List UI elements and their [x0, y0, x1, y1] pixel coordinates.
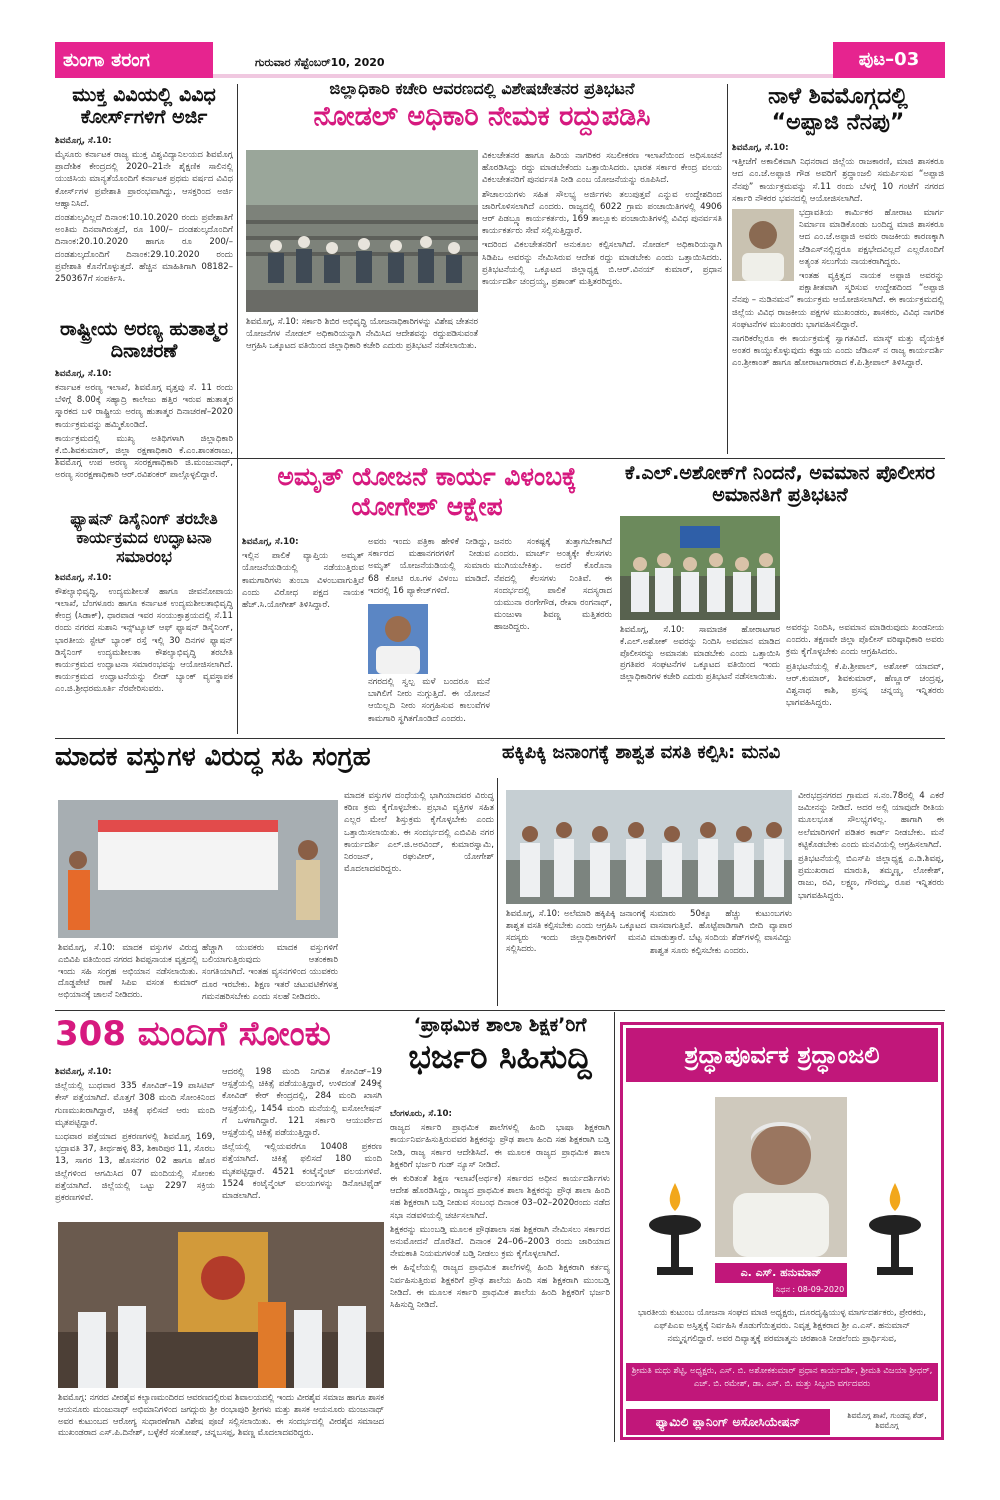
article-body — [222, 1066, 382, 1216]
article-paragraph: ಶೌಚಾಲಯಗಳು ಸಹಿತ ಸೌಲಭ್ಯ ಅರ್ಜಿಗಳು ತಲುಪುತ್ತವೆ ಎನ್ನುವ ಉದ್ದೇಶದಿಂದ ಜಾರಿಗೊಳಿಸಲಾಗಿದೆ ಎಂದರು. ರಾಜ್ಯದಲ್ಲಿ 6022 ಗ್ರಾಮ ಪಂಚಾಯಿತಿಗಳಲ್ಲಿ 4906 ಆರ್ ಪಿಡಬ್ಲ್ಯೂ ಕಾರ್ಯಕರ್ತರು, 169 ತಾಲ್ಲೂಕು ಪಂಚಾಯಿತಿಗಳಲ್ಲಿ ವಿವಿಧ ಪುನರ್ವಸತಿ ಕಾರ್ಯಕರ್ತರು ಸೇವೆ ಸಲ್ಲಿಸುತ್ತಿದ್ದಾರೆ. — [482, 189, 722, 237]
column-rule — [237, 84, 238, 734]
article-paragraph: ಈ ಕುರಿತಂತೆ ಶಿಕ್ಷಣ ಇಲಾಖೆ(ಅರ್ಥಕ) ಸರ್ಕಾರದ ಅಧೀನ ಕಾರ್ಯದರ್ಶಿಗಳು ಆದೇಶ ಹೊರಡಿಸಿದ್ದು, ರಾಜ್ಯದ ಪ್ರಾಥಮಿಕ ಶಾಲಾ ಶಿಕ್ಷಕರನ್ನು ಪ್ರೌಢ ಶಾಲಾ ಹಿಂದಿ ಸಹ ಶಿಕ್ಷಕರಾಗಿ ಬಡ್ತಿ ನೀಡುವ ಸಂಬಂಧ ದಿನಾಂಕ 03–02–2020ರಂದು ನಡೆದ ಸಭಾ ನಡವಳಿಯಲ್ಲಿ ಚರ್ಚಿಸಲಾಗಿದೆ. — [390, 1174, 610, 1221]
article-paragraph: ಅವರು ಇಂದು ಪತ್ರಿಕಾ ಹೇಳಿಕೆ ನೀಡಿದ್ದು, ಸರ್ಕಾರದ ಮಹಾನಗರಗಳಿಗೆ ನೀಡುವ ಅಮೃತ್ ಯೋಜನೆಯಡಿಯಲ್ಲಿ ಸುಮಾರು 68 ಕೋಟಿ ರೂ.ಗಳ ವಿಳಂಬ ಮಾಡಿದೆ. ಇದರಲ್ಲಿ 16 ಪ್ಯಾಕೇಜ್‌ಗಳಿದೆ. — [368, 537, 490, 596]
article-paragraph: ಪ್ರತಿಭಟನೆಯಲ್ಲಿ ಕೆ.ಪಿ.ಶ್ರೀಪಾಲ್, ಅಶೋಕ್ ಯಾದವ್, ಆರ್.ಕುಮಾರ್, ಶಿವಕುಮಾರ್, ಹೆಣ್ಣೂರ್ ಚಂದ್ರಪ್ಪ, ವಿಶ್ವನಾಥ ಕಾಶಿ, ಪ್ರಸನ್ನ ಚನ್ನಯ್ಯ ಇನ್ನಿತರರು ಭಾಗವಹಿಸಿದ್ದರು. — [786, 661, 944, 709]
article-body — [786, 622, 944, 734]
issue-date: ಗುರುವಾರ ಸೆಪ್ಟೆಂಬರ್10, 2020 — [255, 56, 385, 69]
article-paragraph: ಹೆಚ್ಚಾಗಿ ಯುವಕರು ಮಾದಕ ವಸ್ತುಗಳಿಗೆ ಬಲಿಯಾಗುತ್ತಿರುವುದು ಆತಂಕಕಾರಿ ಸಂಗತಿಯಾಗಿದೆ. ಇಂತಹ ವ್ಯಸನಗಳಿಂದ ಯುವಕರು ದೂರ ಇರಬೇಕು. ಶಿಕ್ಷಣ ಇತರೆ ಚಟುವಟಿಕೆಗಳತ್ತ ಗಮನಹರಿಸಬೇಕು ಎಂದು ಸಲಹೆ ನೀಡಿದರು. — [202, 943, 338, 1002]
article-teachers — [390, 1014, 610, 1104]
article-paragraph: ಜಿಲ್ಲೆಯಲ್ಲಿ ಇಲ್ಲಿಯವರೆಗೂ 10408 ಪ್ರಕರಣ ಪತ್ತೆಯಾಗಿದೆ. ಚಿಕಿತ್ಸೆ ಫಲಿಸದೆ 180 ಮಂದಿ ಮೃತಪಟ್ಟಿದ್ದಾರೆ. 4521 ಕಂಟೈನ್ಮೆಂಟ್ ವಲಯಗಳಿವೆ. 1524 ಕಂಟೈನ್ಮೆಂಟ್ ವಲಯಗಳನ್ನು ಡಿನೋಟಿಫೈಡ್ ಮಾಡಲಾಗಿದೆ. — [222, 1142, 382, 1202]
article-dateline: ಬೆಂಗಳೂರು, ಸೆ.10: — [390, 1109, 452, 1119]
article-dateline: ಶಿವಮೊಗ್ಗ, ಸೆ.10: — [242, 537, 299, 547]
drugs-photo — [58, 800, 338, 938]
article-headline: ಫ್ಯಾಷನ್ ಡಿಸೈನಿಂಗ್ ತರಬೇತಿ ಕಾರ್ಯಕ್ರಮದ ಉದ್ಘಾಟನಾ ಸಮಾರಂಭ — [70, 510, 218, 566]
article-forest-martyrs — [55, 318, 233, 504]
article-paragraph: ಕೌಶಲ್ಯಾಭಿವೃದ್ಧಿ, ಉದ್ಯಮಶೀಲತೆ ಹಾಗೂ ಜೀವನೋಪಾಯ ಇಲಾಖೆ, ಬೆಂಗಳೂರು ಹಾಗೂ ಕರ್ನಾಟಕ ಉದ್ಯಮಶೀಲತಾಭಿವೃದ್ಧಿ ಕೇಂದ್ರ (ಸಿಡಾಕ್), ಧಾರವಾಡ ಇವರ ಸಂಯುಕ್ತಾಶ್ರಯದಲ್ಲಿ ಸೆ.11 ರಂದು ನಗರದ ಸುಶಾನಿ ಇನ್ಸ್‌ಟ್ಯೂಟ್ ಆಫ್ ಫ್ಯಾಷನ್ ಡಿಸೈನಿಂಗ್, ಭಾರತೀಯ ಸ್ಟೇಟ್ ಬ್ಯಾಂಕ್ ರಸ್ತೆ ಇಲ್ಲಿ 30 ದಿನಗಳ ಫ್ಯಾಷನ್ ಡಿಸೈನಿಂಗ್ ಉದ್ಯಮಶೀಲತಾ ಕೌಶಲ್ಯಾಭಿವೃದ್ಧಿ ತರಬೇತಿ ಕಾರ್ಯಕ್ರಮದ ಉದ್ಘಾಟನಾ ಸಮಾರಂಭವನ್ನು ಆಯೋಜಿಸಲಾಗಿದೆ. ಕಾರ್ಯಕ್ರಮದ ಉದ್ಘಾಟನೆಯನ್ನು ಲೀಡ್ ಬ್ಯಾಂಕ್ ವ್ಯವಸ್ಥಾಪಕ ಎಂ.ಜಿ.ಶ್ರೀಧರಮೂರ್ತಿ ನೆರವೇರಿಸುವರು. — [55, 586, 233, 695]
article-dateline: ಶಿವಮೊಗ್ಗ, ಸೆ.10: — [732, 142, 789, 153]
masthead — [55, 42, 945, 78]
article-headline: ನಾಳೆ ಶಿವಮೊಗ್ಗದಲ್ಲಿ “ಅಪ್ಪಾಜಿ ನೆನಪು” — [768, 84, 908, 135]
article-paragraph: ಜನರು ಸಂಕಷ್ಟಕ್ಕೆ ತುತ್ತಾಗಬೇಕಾಗಿದೆ ಎಂದರು. ಮಾರ್ಚ್ ಅಂತ್ಯಕ್ಕೇ ಕೆಲಸಗಳು ಮುಗಿಯಬೇಕಿತ್ತು. ಅದರೆ ಕೊರೊನಾ ನೆಪದಲ್ಲಿ ಕೆಲಸಗಳು ನಿಂತಿವೆ. ಈ ಸಂದರ್ಭದಲ್ಲಿ ಪಾಲಿಕೆ ಸದಸ್ಯರಾದ ಯಮುನಾ ರಂಗೇಗೌಡ, ರೇಖಾ ರಂಗನಾಥ್, ಮಂಜುಳಾ ಶಿವಣ್ಣ ಮತ್ತಿತರರು ಹಾಜರಿದ್ದರು. — [494, 537, 612, 633]
article-drugs — [55, 742, 495, 784]
obituary-ad — [620, 1022, 944, 1440]
article-paragraph: ಆದರಲ್ಲಿ 198 ಮಂದಿ ನಿಗದಿತ ಕೋವಿಡ್–19 ಆಸ್ಪತ್ರೆಯಲ್ಲಿ ಚಿಕಿತ್ಸೆ ಪಡೆಯುತ್ತಿದ್ದಾರೆ, ಉಳಿದಂತೆ 249ಕ್ಕೆ ಕೋವಿಡ್ ಕೇರ್ ಕೇಂದ್ರದಲ್ಲಿ, 284 ಮಂದಿ ಖಾಸಗಿ ಆಸ್ಪತ್ರೆಯಲ್ಲಿ, 1454 ಮಂದಿ ಮನೆಯಲ್ಲಿ ಐಸೋಲೇಷನ್ ಗೆ ಒಳಗಾಗಿದ್ದಾರೆ. 121 ಸರ್ಕಾರಿ ಆಯುರ್ವೇದ ಆಸ್ಪತ್ರೆಯಲ್ಲಿ ಚಿಕಿತ್ಸೆ ಪಡೆಯುತ್ತಿದ್ದಾರೆ. — [222, 1067, 382, 1139]
article-paragraph: ಪ್ರತಿಭಟನೆಯಲ್ಲಿ ಬಿಎಸ್‌ಪಿ ಜಿಲ್ಲಾಧ್ಯಕ್ಷ ಎ.ಡಿ.ಶಿವಪ್ಪ, ಪ್ರಮುಖರಾದ ಮಾರುತಿ, ತಮ್ಮಣ್ಣ, ಲೋಕೇಶ್, ರಾಜು, ರವಿ, ಲಕ್ಷ್ಮಣ, ಗೌರಮ್ಮ, ರೂಪ ಇನ್ನಿತರರು ಭಾಗವಹಿಸಿದ್ದರು. — [798, 854, 944, 901]
appaji-portrait — [732, 209, 794, 281]
article-body — [368, 536, 490, 602]
ad-family: ಶ್ರೀಮತಿ ಮಧು ಶೆಟ್ಟಿ, ಅಧ್ಯಕ್ಷರು, ಎಸ್. ಬಿ. ಅಶೋಕಕುಮಾರ್ ಪ್ರಧಾನ ಕಾರ್ಯದರ್ಶಿ, ಶ್ರೀಮತಿ ವಿಜಯಾ ಶ್ರೀಧರ್, ಎಚ್. ಬಿ. ರಮೇಶ್, ಡಾ. ಎಸ್. ಬಿ. ಮತ್ತು ಸಿಬ್ಬಂದಿ ವರ್ಗದವರು — [626, 1363, 938, 1401]
article-body — [482, 150, 722, 452]
article-headline: ರಾಷ್ಟ್ರೀಯ ಅರಣ್ಯ ಹುತಾತ್ಮರ ದಿನಾಚರಣೆ — [59, 318, 229, 363]
article-headline: 308 ಮಂದಿಗೆ ಸೋಂಕು — [55, 1014, 331, 1054]
article-body — [55, 572, 233, 696]
article-paragraph: ನಾಗರಿಕರೆಲ್ಲರೂ ಈ ಕಾರ್ಯಕ್ರಮಕ್ಕೆ ಸ್ವಾಗತವಿದೆ. ಮಾಸ್ಕ್ ಮತ್ತು ವೈಯಕ್ತಿಕ ಅಂತರ ಕಾಯ್ದುಕೊಳ್ಳುವುದು ಕಡ್ಡಾಯ ಎಂದು ಜೆಡಿಎಸ್ ನ ರಾಜ್ಯ ಕಾರ್ಯದರ್ಶಿ ಎಂ.ಶ್ರೀಕಾಂತ್ ಹಾಗೂ ಹೋರಾಟಗಾರರಾದ ಕೆ.ಪಿ.ಶ್ರೀಪಾಲ್ ತಿಳಿಸಿದ್ದಾರೆ. — [732, 333, 944, 369]
ad-title: ಶ್ರದ್ಧಾಪೂರ್ವಕ ಶ್ರದ್ಧಾಂಜಲಿ — [626, 1028, 938, 1082]
deceased-name: ಎ. ಎಸ್. ಹನುಮಾನ್ — [715, 1263, 847, 1283]
article-paragraph: ದಂಡಶುಲ್ಕವಿಲ್ಲದೆ ದಿನಾಂಕ:10.10.2020 ರಂದು ಪ್ರವೇಶಾತಿಗೆ ಅಂತಿಮ ದಿನವಾಗಿರುತ್ತದೆ, ರೂ 100/– ದಂಡಶುಲ್ಕದೊಂದಿಗೆ ದಿನಾಂಕ:20.10.2020 ಹಾಗೂ ರೂ 200/– ದಂಡಶುಲ್ಕದೊಂದಿಗೆ ದಿನಾಂಕ:29.10.2020 ರಂದು ಪ್ರವೇಶಾತಿ ಕೊನೆಗೊಳ್ಳುತ್ತದೆ. ಹೆಚ್ಚಿನ ಮಾಹಿತಿಗಾಗಿ 08182–250367ಗೆ ಸಂಪರ್ಕಿಸಿ. — [55, 213, 233, 285]
article-paragraph: ನಗರದಲ್ಲಿ ಸ್ವಲ್ಪ ಮಳೆ ಬಂದರೂ ಮನೆ ಬಾಗಿಲಿಗೆ ನೀರು ನುಗ್ಗುತ್ತಿದೆ. ಈ ಯೋಜನೆ ಆಯಿಲ್ಲದಿ ನೀರು ಸಂಗ್ರಹಿಸುವ ಕಾಲುವೆಗಳ ಕಾಮಗಾರಿ ಸ್ಥಗಿತಗೊಂಡಿದೆ ಎಂದರು. — [368, 677, 490, 724]
article-paragraph: ರಾಜ್ಯದ ಸರ್ಕಾರಿ ಪ್ರಾಥಮಿಕ ಶಾಲೆಗಳಲ್ಲಿ ಹಿಂದಿ ಭಾಷಾ ಶಿಕ್ಷಕರಾಗಿ ಕಾರ್ಯನಿರ್ವಹಿಸುತ್ತಿರುವವರ ಶಿಕ್ಷಕರನ್ನು ಪ್ರೌಢ ಶಾಲಾ ಹಿಂದಿ ಸಹ ಶಿಕ್ಷಕರಾಗಿ ಬಡ್ತಿ ನೀಡಿ, ರಾಜ್ಯ ಸರ್ಕಾರ ಆದೇಶಿಸಿದೆ. ಈ ಮೂಲಕ ರಾಜ್ಯದ ಪ್ರಾಥಮಿಕ ಶಾಲಾ ಶಿಕ್ಷಕರಿಗೆ ಭರ್ಜರಿ ಗುಡ್ ನ್ಯೂಸ್ ನೀಡಿದೆ. — [390, 1123, 610, 1170]
drugs-caption: ಶಿವಮೊಗ್ಗ, ಸೆ.10: ಮಾದಕ ವಸ್ತುಗಳ ವಿರುದ್ಧ ಎಬಿವಿಪಿ ವತಿಯಿಂದ ನಗರದ ಶಿವಪ್ಪನಾಯಕ ವೃತ್ತದಲ್ಲಿ ಇಂದು ಸಹಿ ಸಂಗ್ರಹ ಅಭಿಯಾನ ನಡೆಸಲಾಯಿತು. ದೊಡ್ಡಪೇಟೆ ಠಾಣೆ ಸಿಪಿಐ ವಸಂತ ಕುಮಾರ್ ಅಭಿಯಾನಕ್ಕೆ ಚಾಲನೆ ನೀಡಿದರು. — [58, 942, 198, 1000]
article-headline: ಮುಕ್ತ ವಿವಿಯಲ್ಲಿ ವಿವಿಧ ಕೋರ್ಸ್‌ಗಳಿಗೆ ಅರ್ಜಿ — [72, 84, 216, 129]
column-rule — [614, 1012, 615, 1442]
article-body — [55, 135, 233, 285]
article-paragraph: ಸುಮಾರು 50ಕ್ಕೂ ಹೆಚ್ಚು ಕುಟುಂಬಗಳು ವಾಸವಾಗುತ್ತಿವೆ. ಹೊಟ್ಟೆಪಾಡಿಗಾಗಿ ಬೀದಿ ವ್ಯಾಪಾರ ಮಾಡುತ್ತಾರೆ. ಬೆಟ್ಟ ಸಂದಿಯ ಶೆಡ್‌ಗಳಲ್ಲಿ ವಾಸವಿದ್ದು ಶಾಶ್ವತ ಸೂರು ಕಲ್ಪಿಸಬೇಕು ಎಂದರು. — [650, 909, 792, 956]
portrait-image — [715, 1097, 847, 1257]
article-paragraph: ಇತ್ತೀಚೆಗೆ ಅಕಾಲಿಕವಾಗಿ ನಿಧನರಾದ ಜಿಲ್ಲೆಯ ರಾಜಕಾರಣಿ, ಮಾಜಿ ಶಾಸಕರೂ ಆದ ಎಂ.ಜೆ.ಅಪ್ಪಾಜಿ ಗೌಡ ಅವರಿಗೆ ಶ್ರದ್ಧಾಂಜಲಿ ಸಮರ್ಪಿಸುವ “ಅಪ್ಪಾಜಿ ನೆನಪು” ಕಾರ್ಯಕ್ರಮವನ್ನು ಸೆ.11 ರಂದು ಬೆಳಗ್ಗೆ 10 ಗಂಟೆಗೆ ನಗರದ ಸರ್ಕಾರಿ ನೌಕರರ ಭವನದಲ್ಲಿ ಆಯೋಜಿಸಲಾಗಿದೆ. — [732, 157, 944, 204]
row-rule — [55, 738, 945, 739]
article-body — [798, 790, 944, 1008]
article-dateline: ಶಿವಮೊಗ್ಗ, ಸೆ.10: — [55, 135, 112, 146]
protest-photo — [246, 150, 478, 312]
oil-lamp-icon — [863, 1175, 927, 1285]
oil-lamp-icon — [643, 1175, 707, 1285]
portrait-image — [368, 604, 428, 674]
death-date: ನಿಧನ : 08-09-2020 — [773, 1283, 847, 1297]
article-headline: ಅಮೃತ್ ಯೋಜನೆ ಕಾರ್ಯ ವಿಳಂಬಕ್ಕೆ ಯೋಗೇಶ್ ಆಕ್ಷೇಪ — [277, 462, 577, 521]
article-appaji — [732, 84, 944, 452]
article-body — [390, 1108, 610, 1442]
yogesh-portrait — [368, 604, 428, 674]
article-body — [344, 790, 494, 1008]
ashok-protest-photo — [620, 516, 780, 620]
article-body — [650, 908, 792, 1008]
article-paragraph: ಅವರನ್ನು ನಿಂದಿಸಿ, ಅವಮಾನ ಮಾಡಿರುವುದು ಖಂಡನೀಯ ಎಂದರು. ತಕ್ಷಣವೇ ಜಿಲ್ಲಾ ಪೊಲೀಸ್ ವರಿಷ್ಠಾಧಿಕಾರಿ ಅವರು ಕ್ರಮ ಕೈಗೊಳ್ಳಬೇಕು ಎಂದು ಆಗ್ರಹಿಸಿದರು. — [786, 623, 944, 658]
article-paragraph: ಕಾರ್ಯಕ್ರಮದಲ್ಲಿ ಮುಖ್ಯ ಅತಿಥಿಗಳಾಗಿ ಜಿಲ್ಲಾಧಿಕಾರಿ ಕೆ.ಬಿ.ಶಿವಕುಮಾರ್, ಜಿಲ್ಲಾ ರಕ್ಷಣಾಧಿಕಾರಿ ಕೆ.ಎಂ.ಶಾಂತರಾಜು, ಶಿವಮೊಗ್ಗ ಉಪ ಅರಣ್ಯ ಸಂರಕ್ಷಣಾಧಿಕಾರಿ ಜಿ.ಮಂಜುನಾಥ್, ಅರಣ್ಯ ಸಂರಕ್ಷಣಾಧಿಕಾರಿ ಆರ್.ರವಿಶಂಕರ್ ಪಾಲ್ಗೊಳ್ಳಲಿದ್ದಾರೆ. — [55, 433, 233, 481]
protest-photo-image — [246, 150, 478, 312]
article-fashion — [55, 510, 233, 736]
article-open-univ — [55, 84, 233, 310]
article-body — [55, 368, 233, 482]
article-body — [242, 536, 364, 734]
group-photo-image — [506, 790, 792, 904]
article-kicker: ‘ಪ್ರಾಥಮಿಕ ಶಾಲಾ ಶಿಕ್ಷಕ’ರಿಗೆ — [413, 1014, 587, 1036]
article-body — [368, 676, 490, 734]
signature-drive-image — [58, 800, 338, 938]
ad-footer: ಫ್ಯಾಮಿಲಿ ಪ್ಲಾನಿಂಗ್ ಅಸೋಸಿಯೇಷನ್ — [626, 1409, 830, 1435]
ad-footer-address: ಶಿವಮೊಗ್ಗ ಶಾಖೆ, ಗುಂಡಪ್ಪ ಶೆಡ್, ಶಿವಮೊಗ್ಗ — [847, 1411, 927, 1430]
portrait-image — [732, 209, 794, 281]
article-paragraph: ಭದ್ರಾವತಿಯ ಕಾರ್ಮಿಕರ ಹೋರಾಟ ಮಾರ್ಗ ನಿರ್ಮಾಣ ಮಾಡಿಕೊಂಡು ಬಂದಿದ್ದ ಮಾಜಿ ಶಾಸಕರೂ ಆದ ಎಂ.ಜೆ.ಅಪ್ಪಾಜಿ ಅವರು ರಾಜಕೀಯ ಕಾರಣಕ್ಕಾಗಿ ಜೆಡಿಎಸ್‌ನಲ್ಲಿದ್ದರೂ ಪಕ್ಷಭೇದವಿಲ್ಲದೆ ಎಲ್ಲರೊಂದಿಗೆ ಅತ್ಯಂತ ಸಲುಗೆಯ ನಾಯಕರಾಗಿದ್ದರು. — [799, 207, 944, 267]
column-rule — [497, 778, 498, 1006]
temple-caption: ಶಿವಮೊಗ್ಗ: ನಗರದ ವೀರಶೈವ ಕಲ್ಯಾಣಮಂದಿರದ ಆವರಣದಲ್ಲಿರುವ ಶಿವಾಲಯದಲ್ಲಿ ಇಂದು ವೀರಶೈವ ಸಮಾಜ ಹಾಗೂ ಶಾಸಕ ಆಯನೂರು ಮಂಜುನಾಥ್ ಅಭಿಮಾನಿಗಳಿಂದ ಜಗದ್ಗುರು ಶ್ರೀ ರಂಭಾಪುರಿ ಶ್ರೀಗಳು ಮತ್ತು ಶಾಸಕ ಆಯನೂರು ಮಂಜುನಾಥ್ ಅವರ ಕುಟುಂಬದ ಆರೋಗ್ಯ ಸುಧಾರಣೆಗಾಗಿ ವಿಶೇಷ ಪೂಜೆ ಸಲ್ಲಿಸಲಾಯಿತು. ಈ ಸಂದರ್ಭದಲ್ಲಿ ವೀರಶೈವ ಸಮಾಜದ ಮುಖಂಡರಾದ ಎಸ್.ಪಿ.ದಿನೇಶ್, ಬಳ್ಳೆಕೆರೆ ಸಂತೋಷ್, ಚನ್ನಬಸಪ್ಪ, ಶಿವಣ್ಣ ಮೊದಲಾದವರಿದ್ದರು. — [58, 1392, 384, 1438]
ashok-caption: ಶಿವಮೊಗ್ಗ, ಸೆ.10: ಸಾಮಾಜಿಕ ಹೋರಾಟಗಾರ ಕೆ.ಎಲ್.ಅಶೋಕ್ ಅವರನ್ನು ನಿಂದಿಸಿ ಅವಮಾನ ಮಾಡಿದ ಪೊಲೀಸರನ್ನು ಅಮಾನತು ಮಾಡಬೇಕು ಎಂದು ಒತ್ತಾಯಿಸಿ ಪ್ರಗತಿಪರ ಸಂಘಟನೆಗಳ ಒಕ್ಕೂಟದ ವತಿಯಿಂದ ಇಂದು ಜಿಲ್ಲಾಧಿಕಾರಿಗಳ ಕಚೇರಿ ಎದುರು ಪ್ರತಿಭಟನೆ ನಡೆಸಲಾಯಿತು. — [620, 624, 780, 682]
article-paragraph: ಬುಧವಾರ ಪತ್ತೆಯಾದ ಪ್ರಕರಣಗಳಲ್ಲಿ ಶಿವಮೊಗ್ಗ 169, ಭದ್ರಾವತಿ 37, ತೀರ್ಥಹಳ್ಳಿ 83, ಶಿಕಾರಿಪುರ 11, ಸೊರಬ 13, ಸಾಗರ 13, ಹೊಸನಗರ 02 ಹಾಗೂ ಹೊರ ಜಿಲ್ಲೆಗಳಿಂದ ಆಗಮಿಸಿದ 07 ಮಂದಿಯಲ್ಲಿ ಸೋಂಕು ಪತ್ತೆಯಾಗಿದೆ. ಜಿಲ್ಲೆಯಲ್ಲಿ ಒಟ್ಟು 2297 ಸಕ್ರಿಯ ಪ್ರಕರಣಗಳಿವೆ. — [55, 1132, 215, 1204]
row-rule — [55, 1010, 945, 1011]
masthead-rule — [213, 74, 833, 78]
article-paragraph: ಕರ್ನಾಟಕ ಅರಣ್ಯ ಇಲಾಖೆ, ಶಿವಮೊಗ್ಗ ವೃತ್ತವು ಸೆ. 11 ರಂದು ಬೆಳಿಗ್ಗೆ 8.00ಕ್ಕೆ ಸಹ್ಯಾದ್ರಿ ಕಾಲೇಜು ಹತ್ತಿರ ಇರುವ ಹುತಾತ್ಮರ ಸ್ಮಾರಕದ ಬಳಿ ರಾಷ್ಟ್ರೀಯ ಅರಣ್ಯ ಹುತಾತ್ಮರ ದಿನಾಚರಣೆ–2020 ಕಾರ್ಯಕ್ರಮವನ್ನು ಹಮ್ಮಿಕೊಂಡಿದೆ. — [55, 383, 233, 430]
article-body — [202, 942, 338, 1008]
paper-name: ತುಂಗಾ ತರಂಗ — [55, 42, 213, 78]
pooja-photo-image — [58, 1222, 384, 1388]
article-hakkipikki — [502, 742, 944, 784]
ad-body: ಭಾರತೀಯ ಕುಟುಂಬ ಯೋಜನಾ ಸಂಘದ ಮಾಜಿ ಅಧ್ಯಕ್ಷರು, ದೂರದೃಷ್ಟಿಯುಳ್ಳ ಮಾರ್ಗದರ್ಶಕರು, ಪ್ರೇರಕರು, ಎಫ್‌ಪಿಎಐ ಅಸ್ತಿತ್ವಕ್ಕೆ ನಿರ್ವಹಿಸಿ ಕೊಡುಗೆಯಿತ್ತವರು. ನಿವೃತ್ತ ಶಿಕ್ಷಕರಾದ ಶ್ರೀ ಎ.ಎಸ್. ಹನುಮಾನ್ ನಮ್ಮನ್ನಗಲಿದ್ದಾರೆ. ಅವರ ದಿವ್ಯಾತ್ಮಕ್ಕೆ ಪರಮಾತ್ಮನು ಚಿರಶಾಂತಿ ನೀಡಲೆಂದು ಪ್ರಾರ್ಥಿಸುವ, — [637, 1308, 927, 1344]
column-rule — [727, 84, 728, 454]
article-paragraph: ವೀರಭದ್ರನಗರದ ಗ್ರಾಮದ ಸ.ನಂ.78ರಲ್ಲಿ 4 ಎಕರೆ ಜಮೀನನ್ನು ನೀಡಿದೆ. ಅದರ ಅಲ್ಲಿ ಯಾವುದೇ ರೀತಿಯ ಮೂಲಭೂತ ಸೌಲಭ್ಯಗಳಿಲ್ಲ. ಹಾಗಾಗಿ ಈ ಅಲೆಮಾರಿಗಳಿಗೆ ಪಡಿತರ ಕಾರ್ಡ್ ನೀಡಬೇಕು. ಮನೆ ಕಟ್ಟಿಕೊಡಬೇಕು ಎಂದು ಮನವಿಯಲ್ಲಿ ಆಗ್ರಹಿಸಲಾಗಿದೆ. — [798, 791, 944, 850]
article-paragraph: ಜಿಲ್ಲೆಯಲ್ಲಿ ಬುಧವಾರ 335 ಕೋವಿಡ್–19 ಪಾಸಿಟಿವ್ ಕೇಸ್ ಪತ್ತೆಯಾಗಿದೆ. ಮೊತ್ತಗೆ 308 ಮಂದಿ ಸೋಂಕಿನಿಂದ ಗುಣಮುಖರಾಗಿದ್ದಾರೆ, ಚಿಕಿತ್ಸೆ ಫಲಿಸದೆ ಆರು ಮಂದಿ ಮೃತಪಟ್ಟಿದ್ದಾರೆ. — [55, 1081, 215, 1128]
article-paragraph: ಶಿಕ್ಷಕರನ್ನು ಮುಂಬಡ್ತಿ ಮೂಲಕ ಪ್ರೌಢಶಾಲಾ ಸಹ ಶಿಕ್ಷಕರಾಗಿ ನೇಮಿಸಲು ಸರ್ಕಾರದ ಅನುಮೋದನೆ ದೊರೆತಿದೆ. ದಿನಾಂಕ 24–06–2003 ರಂದು ಜಾರಿಯಾದ ನೇಮಕಾತಿ ನಿಯಮಗಳಂತೆ ಬಡ್ತಿ ನೀಡಲು ಕ್ರಮ ಕೈಗೊಳ್ಳಲಾಗಿದೆ. — [390, 1224, 610, 1260]
deceased-portrait — [715, 1097, 847, 1257]
article-headline: ಮಾದಕ ವಸ್ತುಗಳ ವಿರುದ್ಧ ಸಹಿ ಸಂಗ್ರಹ — [55, 742, 371, 772]
article-covid — [55, 1014, 385, 1064]
article-headline: ನೋಡಲ್ ಅಧಿಕಾರಿ ನೇಮಕ ರದ್ದುಪಡಿಸಿ — [313, 100, 651, 132]
article-paragraph: ಇಂತಹ ವ್ಯಕ್ತಿತ್ವದ ನಾಯಕ ಅಪ್ಪಾಜಿ ಅವರನ್ನು ಪಕ್ಷಾತೀತವಾಗಿ ಸ್ಮರಿಸುವ ಉದ್ದೇಶದಿಂದ “ಅಪ್ಪಾಜಿ ನೆನಪು – ನುಡಿನಮನ” ಕಾರ್ಯಕ್ರಮ ಆಯೋಜಿಸಲಾಗಿದೆ. ಈ ಕಾರ್ಯಕ್ರಮದಲ್ಲಿ ಜಿಲ್ಲೆಯ ವಿವಿಧ ರಾಜಕೀಯ ಪಕ್ಷಗಳ ಮುಖಂಡರು, ಶಾಸಕರು, ವಿವಿಧ ನಾಗರಿಕ ಸಂಘಟನೆಗಳ ಮುಖಂಡರು ಭಾಗವಹಿಸಲಿದ್ದಾರೆ. — [732, 270, 944, 330]
article-dateline: ಶಿವಮೊಗ್ಗ, ಸೆ.10: — [55, 368, 112, 379]
article-kicker: ಜಿಲ್ಲಾಧಿಕಾರಿ ಕಚೇರಿ ಆವರಣದಲ್ಲಿ ವಿಶೇಷಚೇತನರ ಪ್ರತಿಭಟನೆ — [329, 80, 635, 98]
article-paragraph: ವಿಕಲಚೇತನರ ಹಾಗೂ ಹಿರಿಯ ನಾಗರಿಕರ ಸಬಲೀಕರಣ ಇಲಾಖೆಯಿಂದ ಅಧಿಸೂಚನೆ ಹೊರಡಿಸಿದ್ದು ರದ್ದು ಮಾಡಬೇಕೆಂದು ಒತ್ತಾಯಿಸಿದರು. ಭಾರತ ಸರ್ಕಾರ ಕೇಂದ್ರ ವಲಯ ವಿಕಲಚೇತನರಿಗೆ ಪುನರ್ವಸತಿ ನೀಡಿ ಎಂಬ ಯೋಜನೆಯನ್ನು ರೂಪಿಸಿದೆ. — [482, 151, 722, 186]
article-headline: ಕೆ.ಎಲ್.ಅಶೋಕ್‌ಗೆ ನಿಂದನೆ, ಅವಮಾನ ಪೊಲೀಸರ ಅಮಾನತಿಗೆ ಪ್ರತಿಭಟನೆ — [624, 462, 936, 507]
article-paragraph: ಮಾದಕ ವಸ್ತುಗಳ ದಂಧೆಯಲ್ಲಿ ಭಾಗಿಯಾದವರ ವಿರುದ್ಧ ಕಠಿಣ ಕ್ರಮ ಕೈಗೊಳ್ಳಬೇಕು. ಪ್ರಭಾವಿ ವ್ಯಕ್ತಿಗಳ ಸಹಿತ ಎಲ್ಲರ ಮೇಲೆ ಶಿಸ್ತುಕ್ರಮ ಕೈಗೊಳ್ಳಬೇಕು ಎಂದು ಒತ್ತಾಯಿಸಲಾಯಿತು. ಈ ಸಂದರ್ಭದಲ್ಲಿ ಎಬಿವಿಪಿ ನಗರ ಕಾರ್ಯದರ್ಶಿ ಎಲ್.ಜಿ.ಅರವಿಂದ್, ಕುಮಾರಸ್ವಾಮಿ, ನಿರಂಜನ್, ರಘುವೀರ್, ಯೋಗೇಶ್ ಮೊದಲಾದವರಿದ್ದರು. — [344, 791, 494, 875]
article-paragraph: ಇದರಿಂದ ವಿಕಲಚೇತನರಿಗೆ ಅನುಕೂಲ ಕಲ್ಪಿಸಲಾಗಿದೆ. ನೋಡಲ್ ಅಧಿಕಾರಿಯನ್ನಾಗಿ ಸಿಡಿಪಿಒ ಅವರನ್ನು ನೇಮಿಸಿರುವ ಆದೇಶ ರದ್ದು ಮಾಡಬೇಕು ಎಂದು ಒತ್ತಾಯಿಸಿದರು. ಪ್ರತಿಭಟನೆಯಲ್ಲಿ ಒಕ್ಕೂಟದ ಜಿಲ್ಲಾಧ್ಯಕ್ಷ ಬಿ.ಆರ್.ವಿನಯ್ ಕುಮಾರ್, ಪ್ರಧಾನ ಕಾರ್ಯದರ್ಶಿ ಚಂದ್ರಯ್ಯ, ಪ್ರಶಾಂತ್ ಮತ್ತಿತರರಿದ್ದರು. — [482, 240, 722, 288]
article-paragraph: ಈ ಹಿನ್ನೆಲೆಯಲ್ಲಿ ರಾಜ್ಯದ ಪ್ರಾಥಮಿಕ ಶಾಲೆಗಳಲ್ಲಿ ಹಿಂದಿ ಶಿಕ್ಷಕರಾಗಿ ಕರ್ತವ್ಯ ನಿರ್ವಹಿಸುತ್ತಿರುವ ಶಿಕ್ಷಕರಿಗೆ ಪ್ರೌಢ ಶಾಲೆಯ ಹಿಂದಿ ಸಹ ಶಿಕ್ಷಕರಾಗಿ ಮುಂಬಡ್ತಿ ನೀಡಿದೆ. ಈ ಮೂಲಕ ಸರ್ಕಾರಿ ಪ್ರಾಥಮಿಕ ಶಾಲೆಯ ಹಿಂದಿ ಶಿಕ್ಷಕರಿಗೆ ಭರ್ಜರಿ ಸಿಹಿಸುದ್ದಿ ನೀಡಿದೆ. — [390, 1263, 610, 1311]
article-headline: ಭರ್ಜರಿ ಸಿಹಿಸುದ್ದಿ — [408, 1037, 592, 1077]
nodal-caption: ಶಿವಮೊಗ್ಗ, ಸೆ.10: ಸರ್ಕಾರಿ ಶಿಬಿರ ಅಭಿವೃದ್ಧಿ ಯೋಜನಾಧಿಕಾರಿಗಳನ್ನು ವಿಶೇಷ ಚೇತನರ ಯೋಜನೆಗಳ ನೋಡಲ್ ಅಧಿಕಾರಿಯನ್ನಾಗಿ ನೇಮಿಸಿದ ಆದೇಶವನ್ನು ರದ್ದುಪಡಿಸುವಂತೆ ಆಗ್ರಹಿಸಿ ಒಕ್ಕೂಟದ ವತಿಯಿಂದ ಜಿಲ್ಲಾಧಿಕಾರಿ ಕಚೇರಿ ಎದುರು ಪ್ರತಿಭಟನೆ ನಡೆಸಲಾಯಿತು. — [246, 316, 478, 350]
page-number: ಪುಟ–03 — [833, 42, 945, 78]
article-body — [494, 536, 612, 734]
article-dateline: ಶಿವಮೊಗ್ಗ, ಸೆ.10: — [55, 1067, 112, 1077]
article-body — [732, 142, 944, 370]
article-paragraph: ಮೈಸೂರು ಕರ್ನಾಟಕ ರಾಜ್ಯ ಮುಕ್ತ ವಿಶ್ವವಿದ್ಯಾನಿಲಯದ ಶಿವಮೊಗ್ಗ ಪ್ರಾದೇಶಿಕ ಕೇಂದ್ರದಲ್ಲಿ 2020–21ನೇ ಶೈಕ್ಷಣಿಕ ಸಾಲಿನಲ್ಲಿ ಯುಜಿಸಿಯ ಮಾನ್ಯತೆಯೊಂದಿಗೆ ಕರ್ನಾಟಕ ಪ್ರಥಮ ವರ್ಷದ ವಿವಿಧ ಕೋರ್ಸ್‌ಗಳ ಪ್ರವೇಶಾತಿ ಪ್ರಾರಂಭವಾಗಿದ್ದು, ಆಸಕ್ತರಿಂದ ಅರ್ಜಿ ಆಹ್ವಾನಿಸಿದೆ. — [55, 150, 233, 209]
article-body — [55, 1066, 215, 1216]
hakkipikki-photo — [506, 790, 792, 904]
temple-photo — [58, 1222, 384, 1388]
article-dateline: ಶಿವಮೊಗ್ಗ, ಸೆ.10: — [55, 572, 112, 583]
article-headline: ಹಕ್ಕಿಪಿಕ್ಕಿ ಜನಾಂಗಕ್ಕೆ ಶಾಶ್ವತ ವಸತಿ ಕಲ್ಪಿಸಿ: ಮನವಿ — [502, 742, 781, 763]
protest-photo-image — [620, 516, 780, 620]
article-paragraph: ಇಲ್ಲಿನ ಪಾಲಿಕೆ ವ್ಯಾಪ್ತಿಯ ಅಮೃತ್ ಯೋಜನೆಯಡಿಯಲ್ಲಿ ನಡೆಯುತ್ತಿರುವ ಕಾಮಗಾರಿಗಳು ತುಂಬಾ ವಿಳಂಬವಾಗುತ್ತಿವೆ ಎಂದು ವಿರೋಧ ಪಕ್ಷದ ನಾಯಕ ಹೆಚ್.ಸಿ.ಯೋಗೀಶ್ ತಿಳಿಸಿದ್ದಾರೆ. — [242, 551, 364, 611]
hakkipikki-caption: ಶಿವಮೊಗ್ಗ, ಸೆ.10: ಅಲೆಮಾರಿ ಹಕ್ಕಿಪಿಕ್ಕಿ ಜನಾಂಗಕ್ಕೆ ಶಾಶ್ವತ ವಸತಿ ಕಲ್ಪಿಸಬೇಕು ಎಂದು ಆಗ್ರಹಿಸಿ ಒಕ್ಕೂಟದ ಸದಸ್ಯರು ಇಂದು ಜಿಲ್ಲಾಧಿಕಾರಿಗಳಿಗೆ ಮನವಿ ಸಲ್ಲಿಸಿದರು. — [506, 908, 646, 954]
